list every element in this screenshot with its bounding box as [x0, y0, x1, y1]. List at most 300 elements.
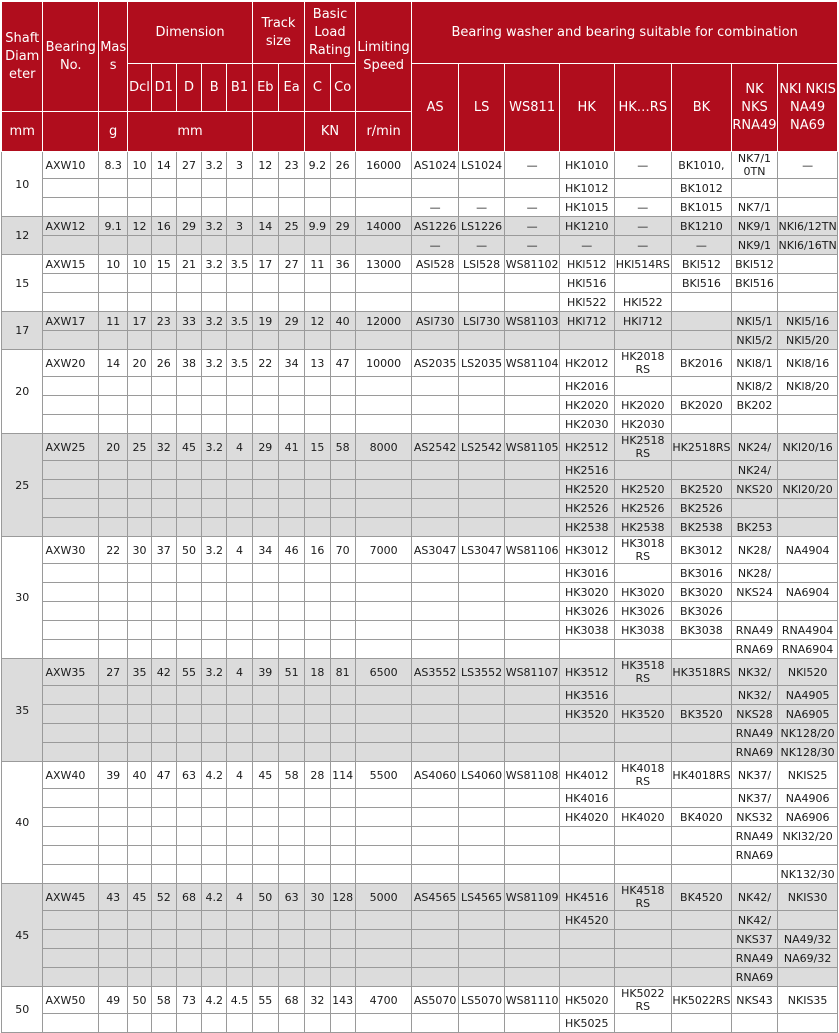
table-cell: [330, 911, 355, 930]
table-cell: [278, 846, 304, 865]
table-cell: [99, 1014, 128, 1033]
table-cell: AXW17: [43, 312, 99, 331]
table-cell: [128, 236, 151, 255]
table-cell: HK3012: [559, 537, 614, 564]
table-cell: [202, 179, 227, 198]
table-cell: [128, 198, 151, 217]
table-cell: [330, 827, 355, 846]
table-cell: WS81106: [505, 537, 560, 564]
table-cell: [458, 274, 504, 293]
table-cell: AXW40: [43, 762, 99, 789]
table-cell: [614, 564, 672, 583]
table-cell: 4: [227, 537, 252, 564]
table-cell: [614, 930, 672, 949]
table-cell: AS3552: [412, 659, 458, 686]
table-cell: [458, 480, 504, 499]
table-cell: [151, 236, 176, 255]
table-cell: [202, 846, 227, 865]
table-cell: [227, 179, 252, 198]
table-cell: 15: [305, 434, 330, 461]
table-cell: [330, 198, 355, 217]
table-row: [2, 152, 838, 179]
table-cell: [252, 377, 278, 396]
table-cell: 12: [252, 152, 278, 179]
table-cell: HK2518 RS: [614, 434, 672, 461]
table-cell: [355, 518, 412, 537]
table-cell: BK3026: [672, 602, 732, 621]
table-cell: [458, 331, 504, 350]
header-ea: Ea: [278, 64, 304, 112]
table-cell: [412, 686, 458, 705]
table-cell: [151, 415, 176, 434]
table-cell: 8000: [355, 434, 412, 461]
table-cell: HK2030: [559, 415, 614, 434]
table-cell: 32: [305, 987, 330, 1014]
table-cell: RNA49: [731, 621, 777, 640]
table-cell: [128, 461, 151, 480]
table-cell: BKl516: [731, 274, 777, 293]
table-cell: [505, 827, 560, 846]
table-cell: [227, 331, 252, 350]
table-cell: [202, 480, 227, 499]
table-cell: —: [614, 152, 672, 179]
table-cell: [151, 499, 176, 518]
table-cell: [330, 743, 355, 762]
table-cell: —: [458, 236, 504, 255]
table-cell: HK3026: [614, 602, 672, 621]
table-cell: NKl5/20: [778, 331, 838, 350]
table-cell: [278, 743, 304, 762]
table-cell: [355, 396, 412, 415]
table-cell: [305, 198, 330, 217]
table-cell: [672, 377, 732, 396]
table-cell: [227, 949, 252, 968]
table-cell: BK1012: [672, 179, 732, 198]
table-cell: LS4060: [458, 762, 504, 789]
table-cell: [202, 789, 227, 808]
table-cell: 12000: [355, 312, 412, 331]
table-cell: RNA69: [731, 640, 777, 659]
table-cell: [505, 911, 560, 930]
table-cell: [252, 415, 278, 434]
table-cell: [614, 377, 672, 396]
table-cell: [559, 640, 614, 659]
table-cell: 55: [176, 659, 201, 686]
table-cell: AXW25: [43, 434, 99, 461]
table-cell: AXW12: [43, 217, 99, 236]
table-cell: [99, 331, 128, 350]
table-cell: [672, 686, 732, 705]
table-cell: [151, 724, 176, 743]
header-c: C: [305, 64, 330, 112]
table-cell: [355, 621, 412, 640]
table-cell: [330, 293, 355, 312]
table-cell: 9.9: [305, 217, 330, 236]
table-cell: [43, 846, 99, 865]
table-cell: BK2526: [672, 499, 732, 518]
table-cell: 3.2: [202, 434, 227, 461]
table-cell: [505, 846, 560, 865]
table-cell: [128, 743, 151, 762]
table-cell: [176, 236, 201, 255]
table-cell: [202, 396, 227, 415]
table-cell: [412, 930, 458, 949]
table-cell: WS81104: [505, 350, 560, 377]
table-cell: [559, 827, 614, 846]
table-cell: [252, 564, 278, 583]
table-cell: [151, 808, 176, 827]
table-cell: [330, 640, 355, 659]
table-cell: [43, 686, 99, 705]
table-cell: 17: [128, 312, 151, 331]
table-row: [2, 911, 838, 930]
table-cell: NK7/1 0TN: [731, 152, 777, 179]
table-cell: [505, 499, 560, 518]
table-cell: WS81110: [505, 987, 560, 1014]
table-cell: [278, 686, 304, 705]
table-cell: [99, 499, 128, 518]
table-cell: 40: [330, 312, 355, 331]
table-cell: RNA49: [731, 827, 777, 846]
table-cell: [559, 865, 614, 884]
table-cell: [505, 789, 560, 808]
table-cell: NK32/: [731, 686, 777, 705]
table-cell: [128, 179, 151, 198]
table-cell: LS4565: [458, 884, 504, 911]
table-cell: [505, 968, 560, 987]
table-cell: [355, 724, 412, 743]
table-cell: 23: [278, 152, 304, 179]
table-cell: [176, 480, 201, 499]
table-cell: [330, 377, 355, 396]
table-cell: HK5025: [559, 1014, 614, 1033]
table-cell: [305, 236, 330, 255]
table-cell: [151, 583, 176, 602]
table-cell: [330, 415, 355, 434]
table-cell: [252, 686, 278, 705]
table-cell: 51: [278, 659, 304, 686]
table-cell: [731, 602, 777, 621]
table-cell: [99, 236, 128, 255]
table-cell: BKl516: [672, 274, 732, 293]
table-cell: [151, 564, 176, 583]
table-cell: AS1024: [412, 152, 458, 179]
table-cell: AXW30: [43, 537, 99, 564]
table-cell: NA6904: [778, 583, 838, 602]
table-cell: [227, 686, 252, 705]
table-cell: 39: [252, 659, 278, 686]
table-cell: 45: [128, 884, 151, 911]
table-cell: LS1024: [458, 152, 504, 179]
table-cell: [43, 930, 99, 949]
table-cell: [43, 949, 99, 968]
table-cell: BK3038: [672, 621, 732, 640]
table-cell: 41: [278, 434, 304, 461]
table-cell: [227, 293, 252, 312]
table-cell: HK3016: [559, 564, 614, 583]
table-body: [2, 152, 838, 1033]
table-cell: 33: [176, 312, 201, 331]
table-cell: [151, 846, 176, 865]
table-cell: [412, 518, 458, 537]
table-cell: BK202: [731, 396, 777, 415]
table-row: [2, 827, 838, 846]
table-cell: AS2035: [412, 350, 458, 377]
table-cell: [505, 583, 560, 602]
table-cell: [412, 968, 458, 987]
table-cell: [176, 583, 201, 602]
table-row: [2, 640, 838, 659]
table-cell: HK3518 RS: [614, 659, 672, 686]
table-cell: [355, 827, 412, 846]
table-cell: [43, 518, 99, 537]
table-cell: [505, 396, 560, 415]
table-cell: [128, 640, 151, 659]
table-cell: NA4906: [778, 789, 838, 808]
table-cell: [128, 705, 151, 724]
unit-kn: KN: [305, 112, 356, 152]
table-cell: NK128/30: [778, 743, 838, 762]
table-cell: HKl512: [559, 255, 614, 274]
table-cell: [412, 461, 458, 480]
table-cell: AS4060: [412, 762, 458, 789]
table-cell: [305, 480, 330, 499]
table-cell: [128, 621, 151, 640]
table-cell: [227, 274, 252, 293]
table-cell: 55: [252, 987, 278, 1014]
table-cell: [128, 415, 151, 434]
table-cell: 10: [128, 255, 151, 274]
table-cell: [202, 743, 227, 762]
table-cell: [505, 461, 560, 480]
table-cell: 29: [330, 217, 355, 236]
table-cell: [151, 274, 176, 293]
table-cell: 47: [330, 350, 355, 377]
table-cell: HK3020: [614, 583, 672, 602]
table-cell: [128, 518, 151, 537]
table-cell: 15: [151, 255, 176, 274]
table-cell: [252, 724, 278, 743]
table-cell: [99, 686, 128, 705]
table-cell: [412, 724, 458, 743]
table-cell: [202, 686, 227, 705]
table-cell: [330, 461, 355, 480]
table-cell: [202, 640, 227, 659]
table-cell: [176, 686, 201, 705]
table-cell: 73: [176, 987, 201, 1014]
table-cell: [305, 949, 330, 968]
table-cell: 114: [330, 762, 355, 789]
table-cell: [278, 377, 304, 396]
table-cell: [202, 930, 227, 949]
table-cell: 21: [176, 255, 201, 274]
table-cell: [305, 724, 330, 743]
table-cell: —: [412, 236, 458, 255]
table-cell: [330, 518, 355, 537]
table-cell: [305, 415, 330, 434]
table-cell: 10000: [355, 350, 412, 377]
table-cell: [614, 827, 672, 846]
table-cell: [505, 274, 560, 293]
table-cell: [278, 396, 304, 415]
table-cell: [227, 743, 252, 762]
table-cell: NKIS30: [778, 884, 838, 911]
table-row: [2, 461, 838, 480]
table-cell: [252, 461, 278, 480]
table-cell: [151, 949, 176, 968]
table-cell: —: [559, 236, 614, 255]
table-cell: [355, 331, 412, 350]
table-cell: BK4520: [672, 884, 732, 911]
table-cell: [672, 724, 732, 743]
table-cell: AS1226: [412, 217, 458, 236]
table-cell: [355, 198, 412, 217]
table-cell: [505, 743, 560, 762]
table-cell: [505, 621, 560, 640]
table-cell: [227, 911, 252, 930]
table-cell: [99, 415, 128, 434]
table-cell: [252, 518, 278, 537]
table-cell: HK4018 RS: [614, 762, 672, 789]
table-cell: [252, 331, 278, 350]
table-cell: [330, 808, 355, 827]
table-cell: [355, 705, 412, 724]
table-cell: LS5070: [458, 987, 504, 1014]
shaft-diameter-cell: 17: [2, 312, 43, 350]
header-nki: NKI NKIS NA49 NA69: [778, 64, 838, 152]
table-cell: [202, 518, 227, 537]
table-cell: HK3512: [559, 659, 614, 686]
table-cell: [672, 949, 732, 968]
table-cell: [278, 865, 304, 884]
table-cell: [672, 930, 732, 949]
table-cell: 3: [227, 152, 252, 179]
table-cell: [176, 640, 201, 659]
table-cell: [176, 808, 201, 827]
table-cell: [252, 396, 278, 415]
table-cell: [305, 968, 330, 987]
table-cell: 3.2: [202, 659, 227, 686]
table-cell: 50: [128, 987, 151, 1014]
table-cell: 58: [330, 434, 355, 461]
table-cell: 4.2: [202, 987, 227, 1014]
table-cell: 3.5: [227, 255, 252, 274]
table-cell: [176, 743, 201, 762]
table-cell: 7000: [355, 537, 412, 564]
table-cell: [330, 724, 355, 743]
table-cell: [458, 949, 504, 968]
table-cell: [731, 1014, 777, 1033]
table-cell: [458, 705, 504, 724]
table-cell: [458, 179, 504, 198]
table-cell: 6500: [355, 659, 412, 686]
table-cell: [458, 583, 504, 602]
table-cell: [151, 198, 176, 217]
table-cell: [278, 949, 304, 968]
table-cell: [330, 621, 355, 640]
table-cell: [227, 518, 252, 537]
table-cell: HK1012: [559, 179, 614, 198]
table-cell: [412, 743, 458, 762]
table-cell: HK2020: [559, 396, 614, 415]
table-cell: NA6905: [778, 705, 838, 724]
table-cell: [305, 930, 330, 949]
table-row: [2, 808, 838, 827]
table-cell: [176, 621, 201, 640]
table-cell: [458, 396, 504, 415]
table-cell: HKl712: [559, 312, 614, 331]
table-cell: BK1210: [672, 217, 732, 236]
table-cell: 50: [176, 537, 201, 564]
table-row: [2, 884, 838, 911]
table-cell: HK2526: [614, 499, 672, 518]
table-cell: HK2538: [559, 518, 614, 537]
table-cell: HK2520: [559, 480, 614, 499]
table-cell: NKl8/20: [778, 377, 838, 396]
table-cell: AXW20: [43, 350, 99, 377]
table-cell: [252, 621, 278, 640]
table-cell: [99, 968, 128, 987]
table-cell: [614, 179, 672, 198]
table-cell: [355, 461, 412, 480]
table-cell: —: [614, 217, 672, 236]
table-cell: [227, 236, 252, 255]
table-row: [2, 724, 838, 743]
table-cell: 40: [128, 762, 151, 789]
table-cell: [355, 968, 412, 987]
table-cell: 11: [99, 312, 128, 331]
table-cell: [330, 686, 355, 705]
table-cell: 29: [252, 434, 278, 461]
table-cell: [278, 968, 304, 987]
shaft-diameter-cell: 40: [2, 762, 43, 884]
table-cell: [202, 564, 227, 583]
table-cell: 3.2: [202, 312, 227, 331]
table-cell: [128, 789, 151, 808]
table-cell: LS3047: [458, 537, 504, 564]
table-cell: [99, 396, 128, 415]
unit-dimension-mm: mm: [128, 112, 252, 152]
table-cell: HK2538: [614, 518, 672, 537]
table-cell: NKl5/1: [731, 312, 777, 331]
table-cell: RNA4904: [778, 621, 838, 640]
table-cell: 58: [278, 762, 304, 789]
table-cell: 52: [151, 884, 176, 911]
table-cell: [305, 461, 330, 480]
table-cell: [252, 911, 278, 930]
table-cell: [151, 461, 176, 480]
table-cell: [128, 602, 151, 621]
table-cell: [355, 911, 412, 930]
table-cell: [330, 236, 355, 255]
table-row: [2, 705, 838, 724]
table-cell: [176, 396, 201, 415]
table-cell: [99, 846, 128, 865]
table-cell: [412, 415, 458, 434]
table-cell: [151, 705, 176, 724]
table-cell: [227, 621, 252, 640]
table-cell: [252, 808, 278, 827]
table-cell: NK9/1: [731, 236, 777, 255]
table-cell: [176, 949, 201, 968]
table-cell: 70: [330, 537, 355, 564]
table-cell: [458, 846, 504, 865]
table-cell: 36: [330, 255, 355, 274]
table-cell: HK5022RS: [672, 987, 732, 1014]
table-cell: [731, 865, 777, 884]
table-cell: [202, 705, 227, 724]
table-cell: [505, 705, 560, 724]
